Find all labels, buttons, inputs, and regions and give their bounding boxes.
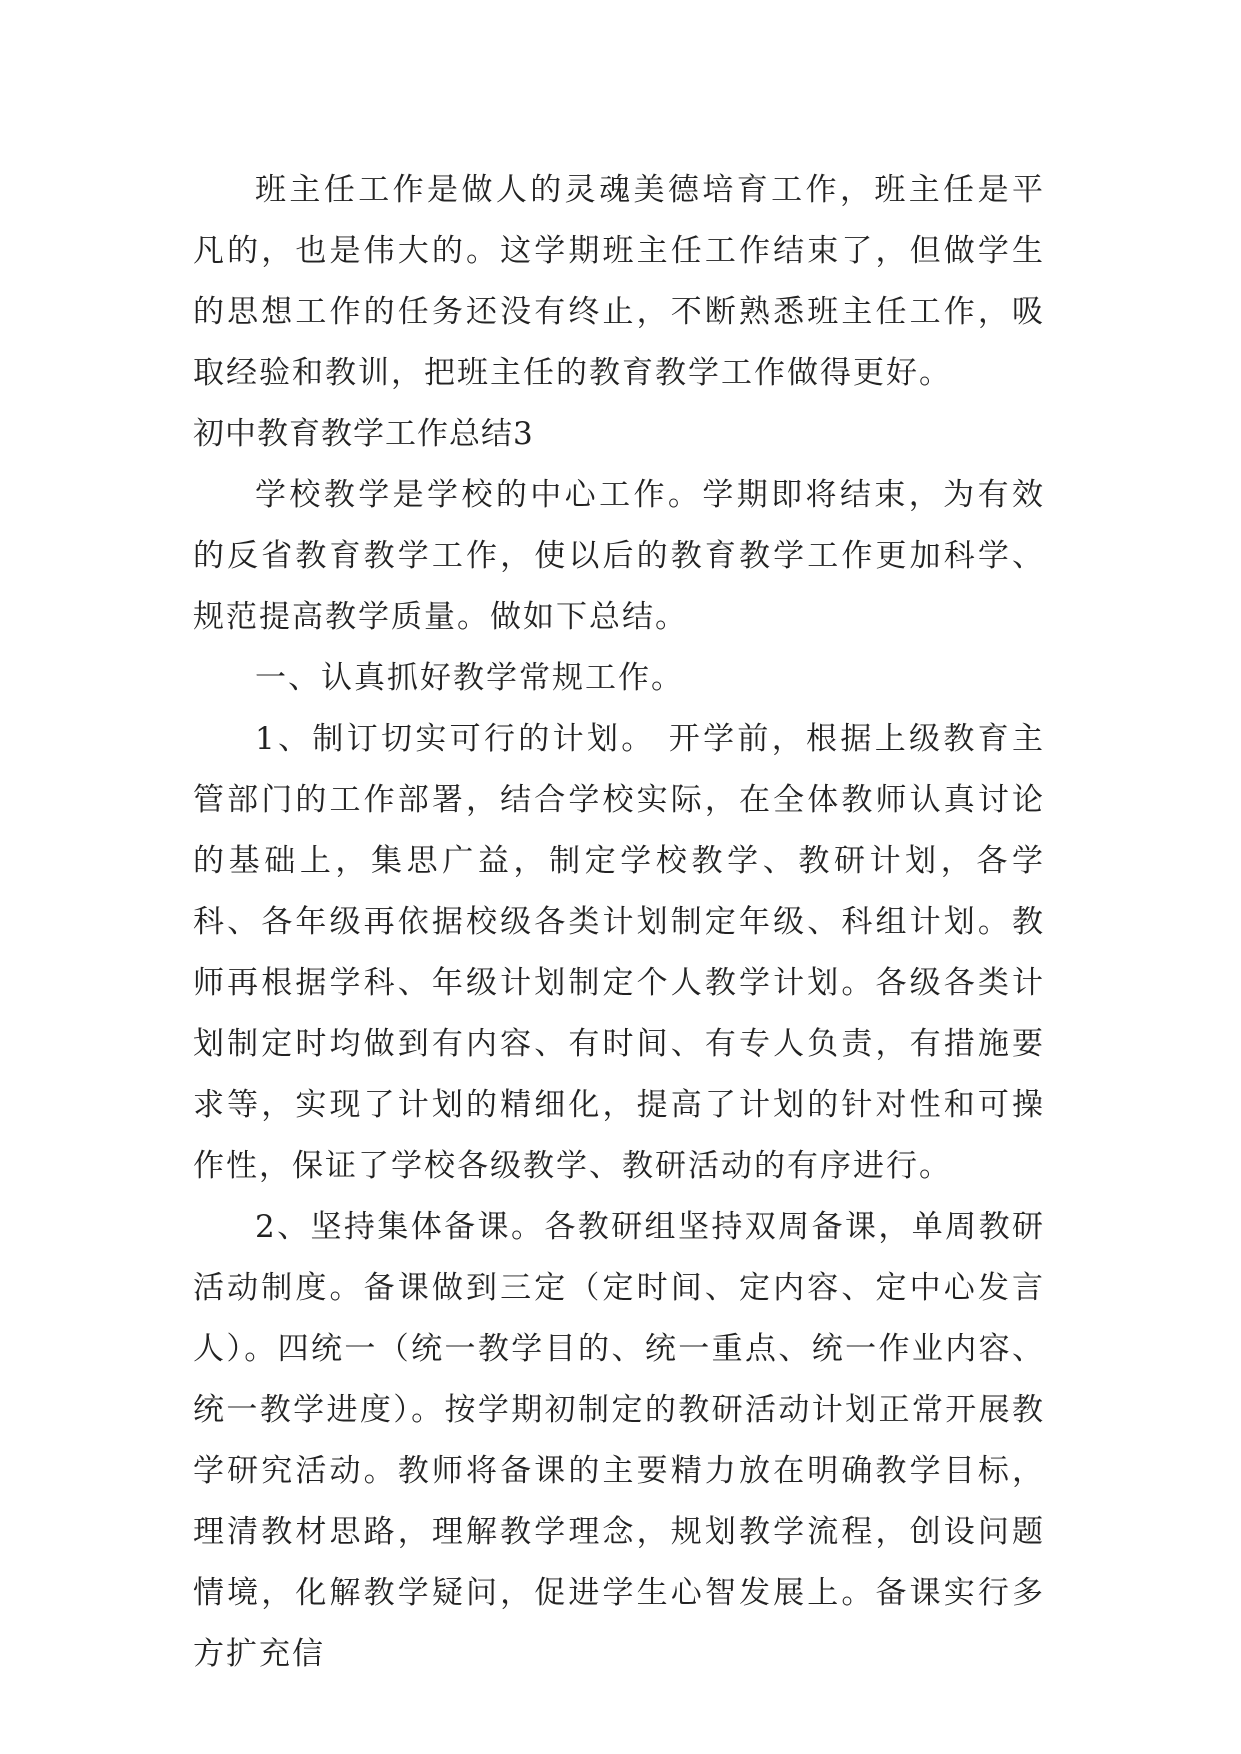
document-body <box>193 160 1045 1685</box>
paragraph-plan: 1、制订切实可行的计划。 开学前，根据上级教育主管部门的工作部署，结合学校实际，在全体教师认真讨论的基础上，集思广益，制定学校教学、教研计划，各学科、各年级再依据校级各类计划制定年级、科组计划。教师再根据学科、年级计划制定个人教学计划。各级各类计划制定时均做到有内容、有时间、有专人负责，有措施要求等，实现了计划的精细化，提高了计划的针对性和可操作性，保证了学校各级教学、教研活动的有序进行。 <box>193 721 1045 1184</box>
section-heading: 初中教育教学工作总结3 <box>193 416 534 452</box>
paragraph-intro: 学校教学是学校的中心工作。学期即将结束，为有效的反省教育教学工作，使以后的教育教学工作更加科学、规范提高教学质量。做如下总结。 <box>193 477 1045 635</box>
paragraph-class-teacher-summary: 班主任工作是做人的灵魂美德培育工作，班主任是平凡的，也是伟大的。这学期班主任工作结束了，但做学生的思想工作的任务还没有终止，不断熟悉班主任工作，吸取经验和教训，把班主任的教育教学工作做得更好。 <box>193 172 1045 391</box>
paragraph-subheading-routine: 一、认真抓好教学常规工作。 <box>255 660 684 696</box>
paragraph-collective-lesson-prep: 2、坚持集体备课。各教研组坚持双周备课，单周教研活动制度。备课做到三定（定时间、定内容、定中心发言人）。四统一（统一教学目的、统一重点、统一作业内容、统一教学进度）。按学期初制定的教研活动计划正常开展教学研究活动。教师将备课的主要精力放在明确教学目标，理清教材思路，理解教学理念，规划教学流程，创设问题情境，化解教学疑问，促进学生心智发展上。备课实行多方扩充信 <box>193 1209 1045 1672</box>
